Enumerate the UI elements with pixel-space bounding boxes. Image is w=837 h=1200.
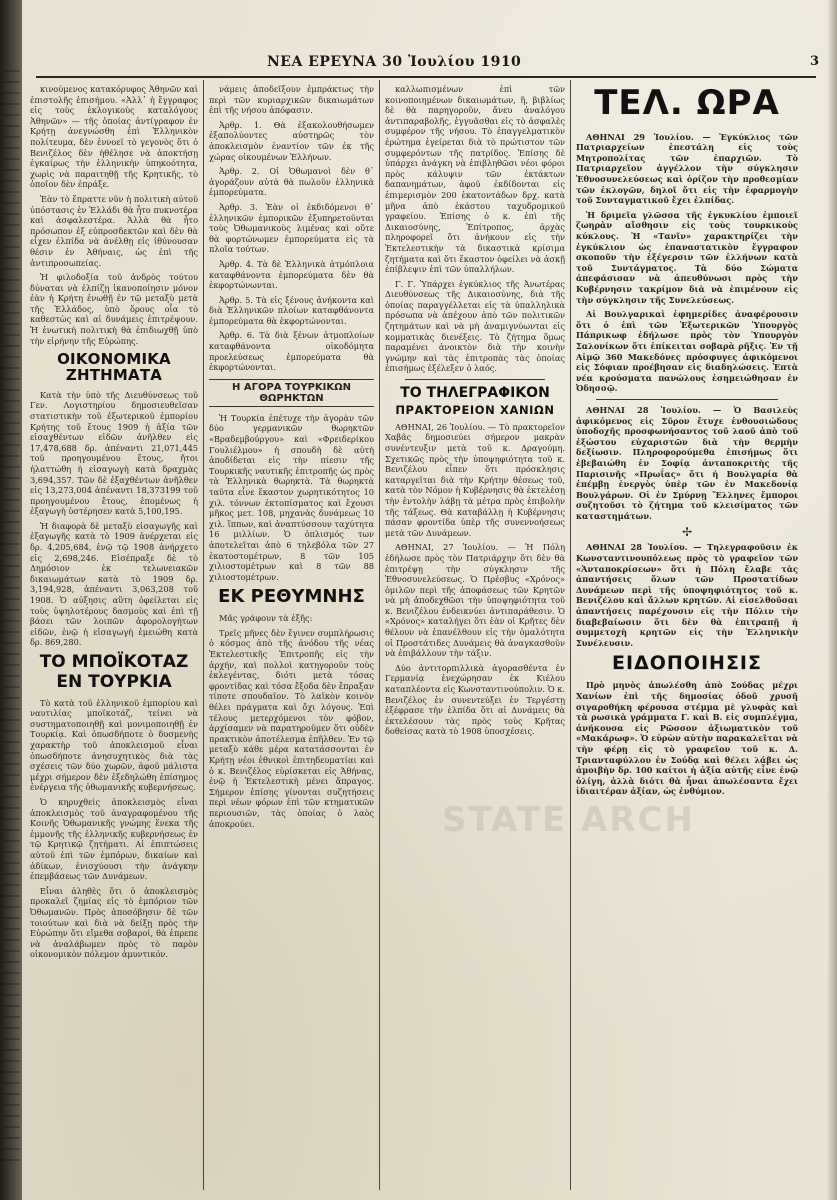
boycott-heading-line1: ΤΟ ΜΠΟΪΚΟΤΑΖ [39,652,189,672]
economic-issues-heading: ΟΙΚΟΝΟΜΙΚΑ ΖΗΤΗΜΑΤΑ [57,350,171,384]
section-divider [405,379,545,380]
running-head [22,54,837,76]
col3-paragraph: ΑΘΗΝΑΙ, 27 Ἰουλίου. — Ἡ Πόλη ἐδήλωσε πρὸς τὸν Πατριάρχην ὅτι δὲν θὰ ἐπιτρέψῃ τὴν σύγκλησιν τῆς Ἐθνοσυνελεύσεως. Ὁ Πρέσβυς «Χρόνος» ὁμιλῶν περὶ τῆς ἀποφάσεως τῶν Κρητῶν νὰ μὴ ἀποδεχθῶσι τὴν ὑποψηφιότητα τοῦ κ. Βενιζέλου ἐνδεικνύει ἀντιπαράθεσιν. Ὁ «Χρόνος» καταλήγει ὅτι ἐὰν οἱ Κρῆτες δὲν θέλουν νὰ ἐπανέλθουν εἰς τὴν ὁμαλότητα οἱ Προστάτιδες Δυνάμεις θὰ ἀναγκασθοῦν νὰ ἐπιβάλλουν τὴν τάξιν. [385,542,565,659]
telegraph-heading-line1: ΤΟ ΤΗΛΕΓΡΑΦΙΚΟΝ [400,385,550,402]
column-4 [576,84,798,801]
boycott-article: Ἀρθρ. 4. Τὰ δὲ Ἑλληνικὰ ἀτμόπλοια καταφθάνοντα ἐμπορεύματα δὲν θὰ ἐκφορτώνωνται. [209,258,374,291]
column-rule-3 [570,80,571,1190]
section-divider [596,399,778,400]
col1-paragraph: κινούμενος κατακόρυφος Ἀθηνῶν καὶ ἐπιστολῆς ἐπισήμου. «Ἀλλ᾽ ἡ ἔγγραφος εἰς τοὺς ἐκλογικοὺς καταλόγους Ἀθηνῶν» — τῆς ὁποίας ἀντίγραφον ἐν Κρήτῃ ἀνεγνώσθη ἐπὶ Ἑλληνικὸν πολίτευμα, δὲν ἐννοεῖ τὸ γεγονὸς ὅτι ὁ Βενιζέλος δὲν ἠθέλησε νὰ ἀποκτήσῃ ἐγκαίρως τὴν ἑλληνικὴν ὑπηκοότητα, χωρὶς νὰ παραιτηθῇ τῆς Κρητικῆς, τὸ ὁποῖον δὲν ἐπράξε. [30,84,198,190]
running-head-title: ΝΕΑ ΕΡΕΥΝΑ 30 Ἰουλίου 1910 [267,54,522,70]
col1-paragraph: Ἡ διαφορὰ δὲ μεταξὺ εἰσαγωγῆς καὶ ἐξαγωγῆς κατὰ τὸ 1909 ἀνέρχεται εἰς δρ. 4,205,684, ἐνῷ τῷ 1908 ἀνήρχετο εἰς 2,698,246. Εἰσέπραξε δὲ τὸ Δημόσιον ἐκ τελωνειακῶν δικαιωμάτων κατὰ τὸ 1909 δρ. 3,194,928, ἀπέναντι 3,063,208 τοῦ 1908. Ὁ αὐξησις αὕτη ὀφείλεται εἰς τοὺς ὑψηλοτέρους δασμοὺς καὶ ἐπὶ τῇ βάσει τῶν λοιπῶν ἀφορολογήτων εἰδῶν, ἐνῷ ἡ εἰσαγωγὴ ἐμειώθη κατὰ δρ. 869,280. [30,520,198,648]
col1-paragraph: Κατὰ τὴν ὑπὸ τῆς Διευθύνσεως τοῦ Γεν. Λογιστηρίου δημοσιευθεῖσαν στατιστικὴν τοῦ ἐξωτερικοῦ ἐμπορίου Κρήτης τοῦ ἔτους 1909 ἡ ἀξία τῶν εἰσαχθέντων εἰδῶν ἀνῆλθεν εἰς 17,478,688 δρ. ἀπέναντι 21,071,445 τοῦ προηγουμένου ἔτους, ἤτοι ἠλαττώθη ἡ εἰσαγωγὴ κατὰ δραχμὰς 3,694,357. Τῶν δὲ ἐξαχθέντων ἀνῆλθεν εἰς 13,273,004 ἀπέναντι 18,373199 τοῦ προηγουμένου ἔτους, ἐπομένως ἡ ἐξαγωγὴ ὑστέρησεν κατὰ 5,100,195. [30,389,198,517]
column-rule-2 [379,80,380,1190]
col3-paragraph: Δύο ἀντιτορπιλλικὰ ἀγορασθέντα ἐν Γερμανίᾳ ἐνεχώρησαν ἐκ Κιέλου καταπλέοντα εἰς Κωνσταντινούπολιν. Ὁ κ. Βενιζέλος ἐν συνεντεύξει ἐν Τεργέστῃ ἐξέφρασε τὴν ἐλπίδα ὅτι αἱ Δυνάμεις θὰ ἐκτελέσουν τὰς πρὸς τοὺς Κρῆτας δοθείσας κατὰ τὸ 1908 ὑποσχέσεις. [385,662,565,737]
column-1 [30,84,198,964]
col4-paragraph: ΑΘΗΝΑΙ 28 Ἰουλίου. — Ὁ Βασιλεὺς ἀφικόμενος εἰς Σῦρον ἔτυχε ἐνθουσιώδους ὑποδοχῆς προσφωνήσαντος τοῦ λαοῦ ἀπὸ τοῦ ἐξώστου εὐχαριστῶν διὰ τὴν θερμὴν δεξίωσιν. Πληροφορούμεθα ἐπισήμως ὅτι ἐβεβαιώθη ἐν Σοφίᾳ ἀνταποκριτὴς τῆς Παρισινῆς «Πρωΐας» ὅτι ἡ Βουλγαρία θὰ ἐπέμβῃ ἐνεργὸς ὑπὲρ τῶν ἐν Μακεδονίᾳ Βουλγάρων. Οἱ ἐν Σμύρνῃ Ἕλληνες ἔμποροι συζητοῦσι τὸ ζήτημα τοῦ κλεισίματος τῶν καταστημάτων. [576,404,798,521]
boycott-article: Ἀρθρ. 6. Τὰ διὰ ξένων ἀτμοπλοίων καταφθάνοντα οἰκοδόμητα προελεύσεως ἐμπορεύματα θὰ ἐκφορτώνονται. [209,330,374,373]
adjacent-page-sliver [2,70,20,1170]
header-rule [36,76,816,78]
telegraph-heading-line2: ΠΡΑΚΤΟΡΕΙΟΝ ΧΑΝΙΩΝ [395,402,555,417]
page-edge-shadow [827,0,837,1200]
column-2 [209,84,374,833]
col1-paragraph: Ὁ κηρυχθεὶς ἀποκλεισμὸς εἶναι ἀποκλεισμὸς τοῦ ἀναγραφομένου τῆς Κοινῆς Ὀθωμανικῆς γνώμης ἕνεκα τῆς ἐμμονῆς τῆς ἑλληνικῆς κυβερνήσεως ἐν τῷ Κρητικῷ ζητήματι. Αἱ ἐπιπτώσεις αὐτοῦ ἐπὶ τῶν ἐμπόρων, δικαίων καὶ ἀδίκων, ἐνισχύουσι τὴν ἀνάγκην ἐπεμβάσεως τῶν Δυνάμεων. [30,797,198,882]
col4-paragraph: ΑΘΗΝΑΙ 29 Ἰουλίου. — Ἐγκύκλιος τῶν Πατριαρχείων ἐπεστάλη εἰς τοὺς Μητροπολίτας τῶν ἐπαρχιῶν. Τὸ Πατριαρχεῖον ἀγγέλλον τὴν σύγκλησιν Ἐθνοσυνελεύσεως καὶ ὁρίζον τὴν προθεσμίαν τῶν ἐκλογῶν, δηλοῖ ὅτι εἰς τὴν ἐφαρμογὴν τοῦ Συνταγματικοῦ ἔχει ἐλπίδας. [576,131,798,206]
column-rule-1 [203,80,204,1190]
boycott-article: Ἀρθρ. 3. Ἐὰν οἱ ἐκδιδόμενοι θ᾽ ἐλληνικῶν ἐμπορικῶν ἐξυπηρετοῦνται τοὺς Ὀθωμανικοὺς λιμένας καὶ οὔτε θὰ φορτώνωμεν ἐμπορεύματα εἰς τὰ πλοῖα τούτων. [209,201,374,255]
archive-watermark: STATE ARCH [442,800,695,840]
last-hour-heading: ΤΕΛ. ΩΡΑ [594,83,780,123]
col2-paragraph: Μᾶς γράφουν τὰ ἑξῆς: [219,613,313,624]
boycott-article: Ἀρθρ. 5. Τὰ εἰς ξένους ἀνήκοντα καὶ διὰ Ἑλληνικῶν πλοίων καταφθάνοντα ἐμπορεύματα θὰ ἐκφορτώνονται. [209,294,374,326]
page-number: 3 [809,54,819,69]
col1-paragraph: Εἶναι ἀληθὲς ὅτι ὁ ἀποκλεισμὸς προκαλεῖ ζημίας εἰς τὸ ἐμπόριον τῶν Ὀθωμανῶν. Πρὸς ἀποσόβησιν δὲ τῶν τοιούτων καὶ διὰ νὰ δείξῃ πρὸς τὴν Εὐρώπην ὅτι εἴμεθα σοβαροί, θὰ ἐπρεπε νὰ ἀναλάβωμεν πρὸς τὸ παρὸν οἰκονομικὸν πόλεμον ἀμυντικόν. [30,885,198,960]
boycott-heading-line2: ΕΝ ΤΟΥΡΚΙΑ [56,671,172,692]
column-3 [385,84,565,741]
boycott-article: Ἀρθρ. 2. Οἱ Ὀθωμανοὶ δὲν θ᾽ ἀγοράζουν αὐτὰ θὰ πωλοῦν ἑλληνικὰ ἐμπορεύματα. [209,166,374,198]
newspaper-page [22,0,837,1200]
turkish-battleships-heading: Η ΑΓΟΡΑ ΤΟΥΡΚΙΚΩΝ ΘΩΡΗΚΤΩΝ [209,379,374,407]
cross-ornament-icon: ✢ [681,525,693,540]
col2-paragraph: νάμεις ἀποδεῖξουν ἐμπράκτως τὴν περὶ τῶν κυριαρχικῶν δικαιωμάτων ἐπὶ τῆς νήσου ἀπόφασιν. [209,84,374,116]
boycott-article: Ἀρθρ. 1. Θὰ ἐξακολουθήσωμεν ἐξαπολύοντες αὐστηρῶς τὸν ἀποκλεισμὸν ἐναντίον τῶν ἐκ τῆς χώρας οἰκουμένων Ἑλλήνων. [209,119,374,162]
col4-paragraph: Ἡ δριμεῖα γλῶσσα τῆς ἐγκυκλίου ἐμποιεῖ ζωηρὰν αἴσθησιν εἰς τοὺς τουρκικοὺς κύκλους. Ἡ «Τανῖν» χαρακτηρίζει τὴν ἐγκύκλιον ὡς ἐπαναστατικὸν ἔγγραφον σκοποῦν τὴν ἐξέγερσιν τῶν ἑλλήνων κατὰ τοῦ Συντάγματος. Τὰ δύο Σώματα ἀπεφάσισαν νὰ ἀπευθύνωσι πρὸς τὴν Κυβέρνησιν τακρίμον διὰ νὰ ἐπιμένουν εἰς τὴν σύγκλησιν τῆς Συνελεύσεως. [576,209,798,305]
col3-paragraph: ΑΘΗΝΑΙ, 26 Ἰουλίου. — Τὸ πρακτορεῖον Χαβᾶς δημοσιεύει σήμερον μακρὰν συνέντευξιν μετὰ τοῦ κ. Δραγούμη. Σχετικῶς πρὸς τὴν ὑποψηφιότητα τοῦ κ. Βενιζέλου εἶπεν ὅτι πρόσκλησις καταργεῖται διὰ τὴν Κρήτην θέσεως τοῦ, κατὰ τὸν Νόμον ἡ Κυβέρνησις θὰ ἐκτελέσῃ τὴν ἐντολὴν λάβῃ τὰ μέτρα πρὸς ἐπιβολὴν τῆς τάξεως. Θὰ καταβάλλῃ ἡ Κυβέρνησις πάσαν φροντίδα ὑπὲρ τῆς συνεννοήσεως μετὰ τῶν Δυνάμεων. [385,421,565,538]
col3-paragraph: Γ. Γ. Ὑπάρχει ἐγκύκλιος τῆς Ἀνωτέρας Διευθύνσεως τῆς Δικαιοσύνης, διὰ τῆς ὁποίας παραγγέλλεται εἰς τὰ ὑπαλληλικὰ πρόσωπα νὰ ἀπέχουν ἀπὸ τῶν πολιτικῶν ζητημάτων καὶ νὰ μὴ ἀναμιγνύωνται εἰς κομματικὰς διενέξεις. Τὸ ζήτημα ὅμως παραμένει ἀνοικτὸν διὰ τὴν κοινὴν γνώμην καὶ τὰς ἐπιτροπὰς τὰς ὁποίας ἐπισήμως ἐξέλεξεν ὁ λαός. [385,278,565,374]
col1-paragraph: Ἐὰν τὸ ἔπραττε νῦν ἡ πολιτικὴ αὐτοῦ ὑπόστασις ἐν Ἑλλάδι θὰ ἦτο πυκνοτέρα καὶ ἀσφαλεστέρα. Ἀλλὰ θὰ ἦτο πρόσωπον ἐξ εὐπροσδεκτῶν καὶ δὲν θὰ εἶχεν ἐλπίδα νὰ ἀνέλθῃ εἰς ἰθύνουσαν θέσιν ἐν Ἀθήναις, ὡς ἐπὶ τῆς ἀντιπροσωπείας. [30,193,198,268]
col2-paragraph: Τρεῖς μῆνες δὲν ἔγινεν συμπλήρωσις ὁ κόσμος ἀπὸ τῆς ἀνόδου τῆς νέας Ἐκτελεστικῆς Ἐπιτροπῆς εἰς τὴν ἀρχήν, καὶ πολλοὶ κατηγοροῦν τοὺς ἐκλεγέντας, διότι μετὰ τόσας φροντίδας καὶ τόσα ἔξοδα δὲν ἔπραξαν τίποτε σπουδαῖον. Τὸ λαϊκὸν κοινὸν θέλει πράγματα καὶ ὄχι λόγους. Ἐπὶ τέλους μετερχόμενοι τὸν φόβον, ἀρχίσαμεν νὰ παρατηροῦμεν ὅτι οὐδὲν πρακτικὸν ἀποτέλεσμα ἐπῆλθεν. Ἐν τῷ μεταξὺ κάθε μέρα κατατάσσονται ἐν Κρήτῃ νέοι ἐθνικοὶ ἐπιτηδευματίαι καὶ ὁ κ. Βενιζέλος εὑρίσκεται εἰς Ἀθήνας, ἐνῷ ἡ Ἐκτελεστικὴ μένει ἄπραγος. Σήμερον ἐπίσης γίνονται συζητήσεις περὶ νέων φόρων ἐπὶ τῶν κτηματικῶν περιουσιῶν, τὰς ὁποίας ὁ λαὸς ἀποκρούει. [209,627,374,829]
col1-paragraph: Τὸ κατὰ τοῦ ἑλληνικοῦ ἐμπορίου καὶ ναυτιλίας μποϊκοτάζ, τείνει νὰ συστηματοποιηθῇ καὶ μονιμοποιηθῇ ἐν Τουρκίᾳ. Καὶ ὁπωσδήποτε ὁ δυσμενὴς χαρακτὴρ τοῦ ἀποκλεισμοῦ εἶναι ὁπωσδήποτε ἀνησυχητικὸς διὰ τὰς σχέσεις τῶν δύο χωρῶν, ἀφοῦ μάλιστα μέχρι σήμερον δὲν ἐξεδηλώθη ἐπίσημος ἐνέργεια τῆς ὀθωμανικῆς κυβερνήσεως. [30,697,198,793]
rethymno-heading: ΕΚ ΡΕΘΥΜΝΗΣ [218,586,365,608]
notice-heading: ΕΙΔΟΠΟΙΗΣΙΣ [612,652,762,675]
col3-paragraph: καλλωπισμένων ἐπὶ τῶν κοινοποιημένων δικαιωμάτων, ἢ, βιβλίως δὲ θὰ παρηγοροῦν, ἄνευ ἀναλόγου ἀντιπαραβολῆς, ἐγγυᾶσθαι εἰς τὸ ἀσφαλὲς συμφέρον τῆς νήσου. Τὸ ἐπαγγελματικὸν ἐρώτημα ἐγείρεται διὰ τὸ πρώτιστον τῶν συμφερόντων τῆς πατρίδος. Ἐπίσης δὲ ὑπάρχει ἀνάγκη νὰ ἐπιβληθῶσι νέοι φόροι πρὸς κάλυψιν τῶν ἐκτάκτων δαπανημάτων, ἀφοῦ ἐκδίδονται εἰς ἐπιμερισμὸν 200 ἑκατοντάδων δρχ. κατὰ μῆνα ἀπὸ ἑκάστου ταχυδρομικοῦ γραφείου. Ἐπίσης ὁ κ. ἐπὶ τῆς Δικαιοσύνης, Ἐπίτροπος, ἀρχὰς πληροφορεῖ ὅτι ἀνήκουν εἰς τὴν Ἐκτελεστικὴν τὰ δικαστικὰ κρίσιμα ζητήματα καὶ ὅτι ἕκαστον ὀφείλει νὰ ἀσκῇ ἐπίβλεψιν ἐπὶ τῶν ὑπαλλήλων. [385,84,565,275]
col1-paragraph: Ἡ φιλοδοξία τοῦ ἀνδρὸς τούτου δύναται νὰ ἐλπίζῃ ἱκανοποίησιν μόνον ἐὰν ἡ Κρήτη ἑνωθῇ ἐν τῷ μεταξὺ μετὰ τῆς Ἑλλάδος, ὑπὸ ὅρους οἷα τὸ καθεστὼς καὶ αἱ δυνάμεις ἐπιτρέψουν. Ἡ ἑνωτικὴ πολιτικὴ θὰ ἐπιδιωχθῇ ὑπὸ τὴν εἰρήνην τῆς Εὐρώπης. [30,272,198,346]
scan-binding-edge [0,0,22,1200]
telegraph-agency-heading [385,386,565,416]
col4-paragraph: Πρὸ μηνὸς ἀπωλέσθη ἀπὸ Σούδας μέχρι Χανίων ἐπὶ τῆς δημοσίας ὁδοῦ χρυσῆ σιγαροθήκη φέρουσα στέμμα μὲ γλυφὰς καὶ τὰ ρωσικὰ γράμματα Γ. καὶ Β. εἰς συμπλέγμα, ἀνήκουσα εἰς Ρῶσσον ἀξιωματικὸν τοῦ «Μακάρωφ». Ὁ εὑρὼν αὐτὴν παρακαλεῖται νὰ τὴν φέρῃ εἰς τὸ γραφεῖον τοῦ κ. Δ. Τριανταφύλλου ἐν Σούδᾳ καὶ θέλει λάβει ὡς ἀμοιβὴν δρ. 100 καίτοι ἡ ἀξία αὐτῆς εἶνε ἐνῷ ὀλίγη, ἀλλὰ διότι θὰ ἦναι ἀπωλέσαντα ἔχει ἰδιαιτέραν ἀξίαν, ὡς ἐνθύμιον. [576,680,798,797]
col4-paragraph: ΑΘΗΝΑΙ 28 Ἰουλίου. — Τηλεγραφοῦσιν ἐκ Κωνσταντινουπόλεως πρὸς τὸ γραφεῖον τῶν «Ἀνταποκρίσεων» ὅτι ἡ Πόλη ἔλαβε τὰς ἀπαντήσεις ὅλων τῶν Προστατίδων Δυνάμεων περὶ τῆς ὑποψηφιότητος τοῦ κ. Βενιζέλου καὶ ἄλλων κρητῶν. Αἱ εἰσελθοῦσαι ἀπαντήσεις παρέχουσιν εἰς τὴν Πόλιν τὴν διαβεβαίωσιν ὅτι δὲν θὰ ἐπιτραπῇ ἡ συμμετοχὴ κρητῶν εἰς τὴν Ἑλληνικὴν Συνέλευσιν. [576,542,798,648]
col2-paragraph: Ἡ Τουρκία ἐπέτυχε τὴν ἀγορὰν τῶν δύο γερμανικῶν θωρηκτῶν «Βραδεμβούργου» καὶ «Φρειδερίκου Γουλιέλμου» ἡ σπουδὴ δὲ αὐτὴ ἀποδίδεται εἰς τὴν πίεσιν τῆς Τουρκικῆς ναυτικῆς ἐπιτροπῆς ὡς πρὸς τὰ Ἑλληνικὰ θωρηκτὰ. Τὰ θωρηκτὰ ταῦτα εἶνε ἕκαστον χωρητικότητος 10 χιλ. τόννων ἐκτοπίσματος καὶ ἔχουσι μῆκος μετ. 108, μηχανὰς δυνάμεως 10 χιλ. ἵππων, καὶ ἀναπτύσσουν ταχύτητα 16 μιλλίων. Ὁ ὁπλισμός των ἀποτελεῖται ἀπὸ 6 τηλεβόλα τῶν 27 ἑκατοστομέτρων, 8 τῶν 105 χιλιοστομέτρων καὶ 8 τῶν 88 χιλιοστομέτρων. [209,412,374,582]
col4-paragraph: Αἱ Βουλγαρικαὶ ἐφημερίδες ἀναφέρουσιν ὅτι ὁ ἐπὶ τῶν Ἐξωτερικῶν Ὑπουργὸς Πάπρικωφ ἐδήλωσε πρὸς τὸν Ὑπουργὸν Σαλονίκων ὅτι ἐπίκειται σοβαρὰ ρῆξις. Ἐν τῇ Αἰμῷ 360 Μακεδόνες πρόσφυγες ἀφικόμενοι εἰς Σόφιαν προέβησαν εἰς διαδηλώσεις. Ἑπτὰ νέα κρούσματα πανώλους ἐσημειώθησαν ἐν Ὀδησσῷ. [576,309,798,394]
